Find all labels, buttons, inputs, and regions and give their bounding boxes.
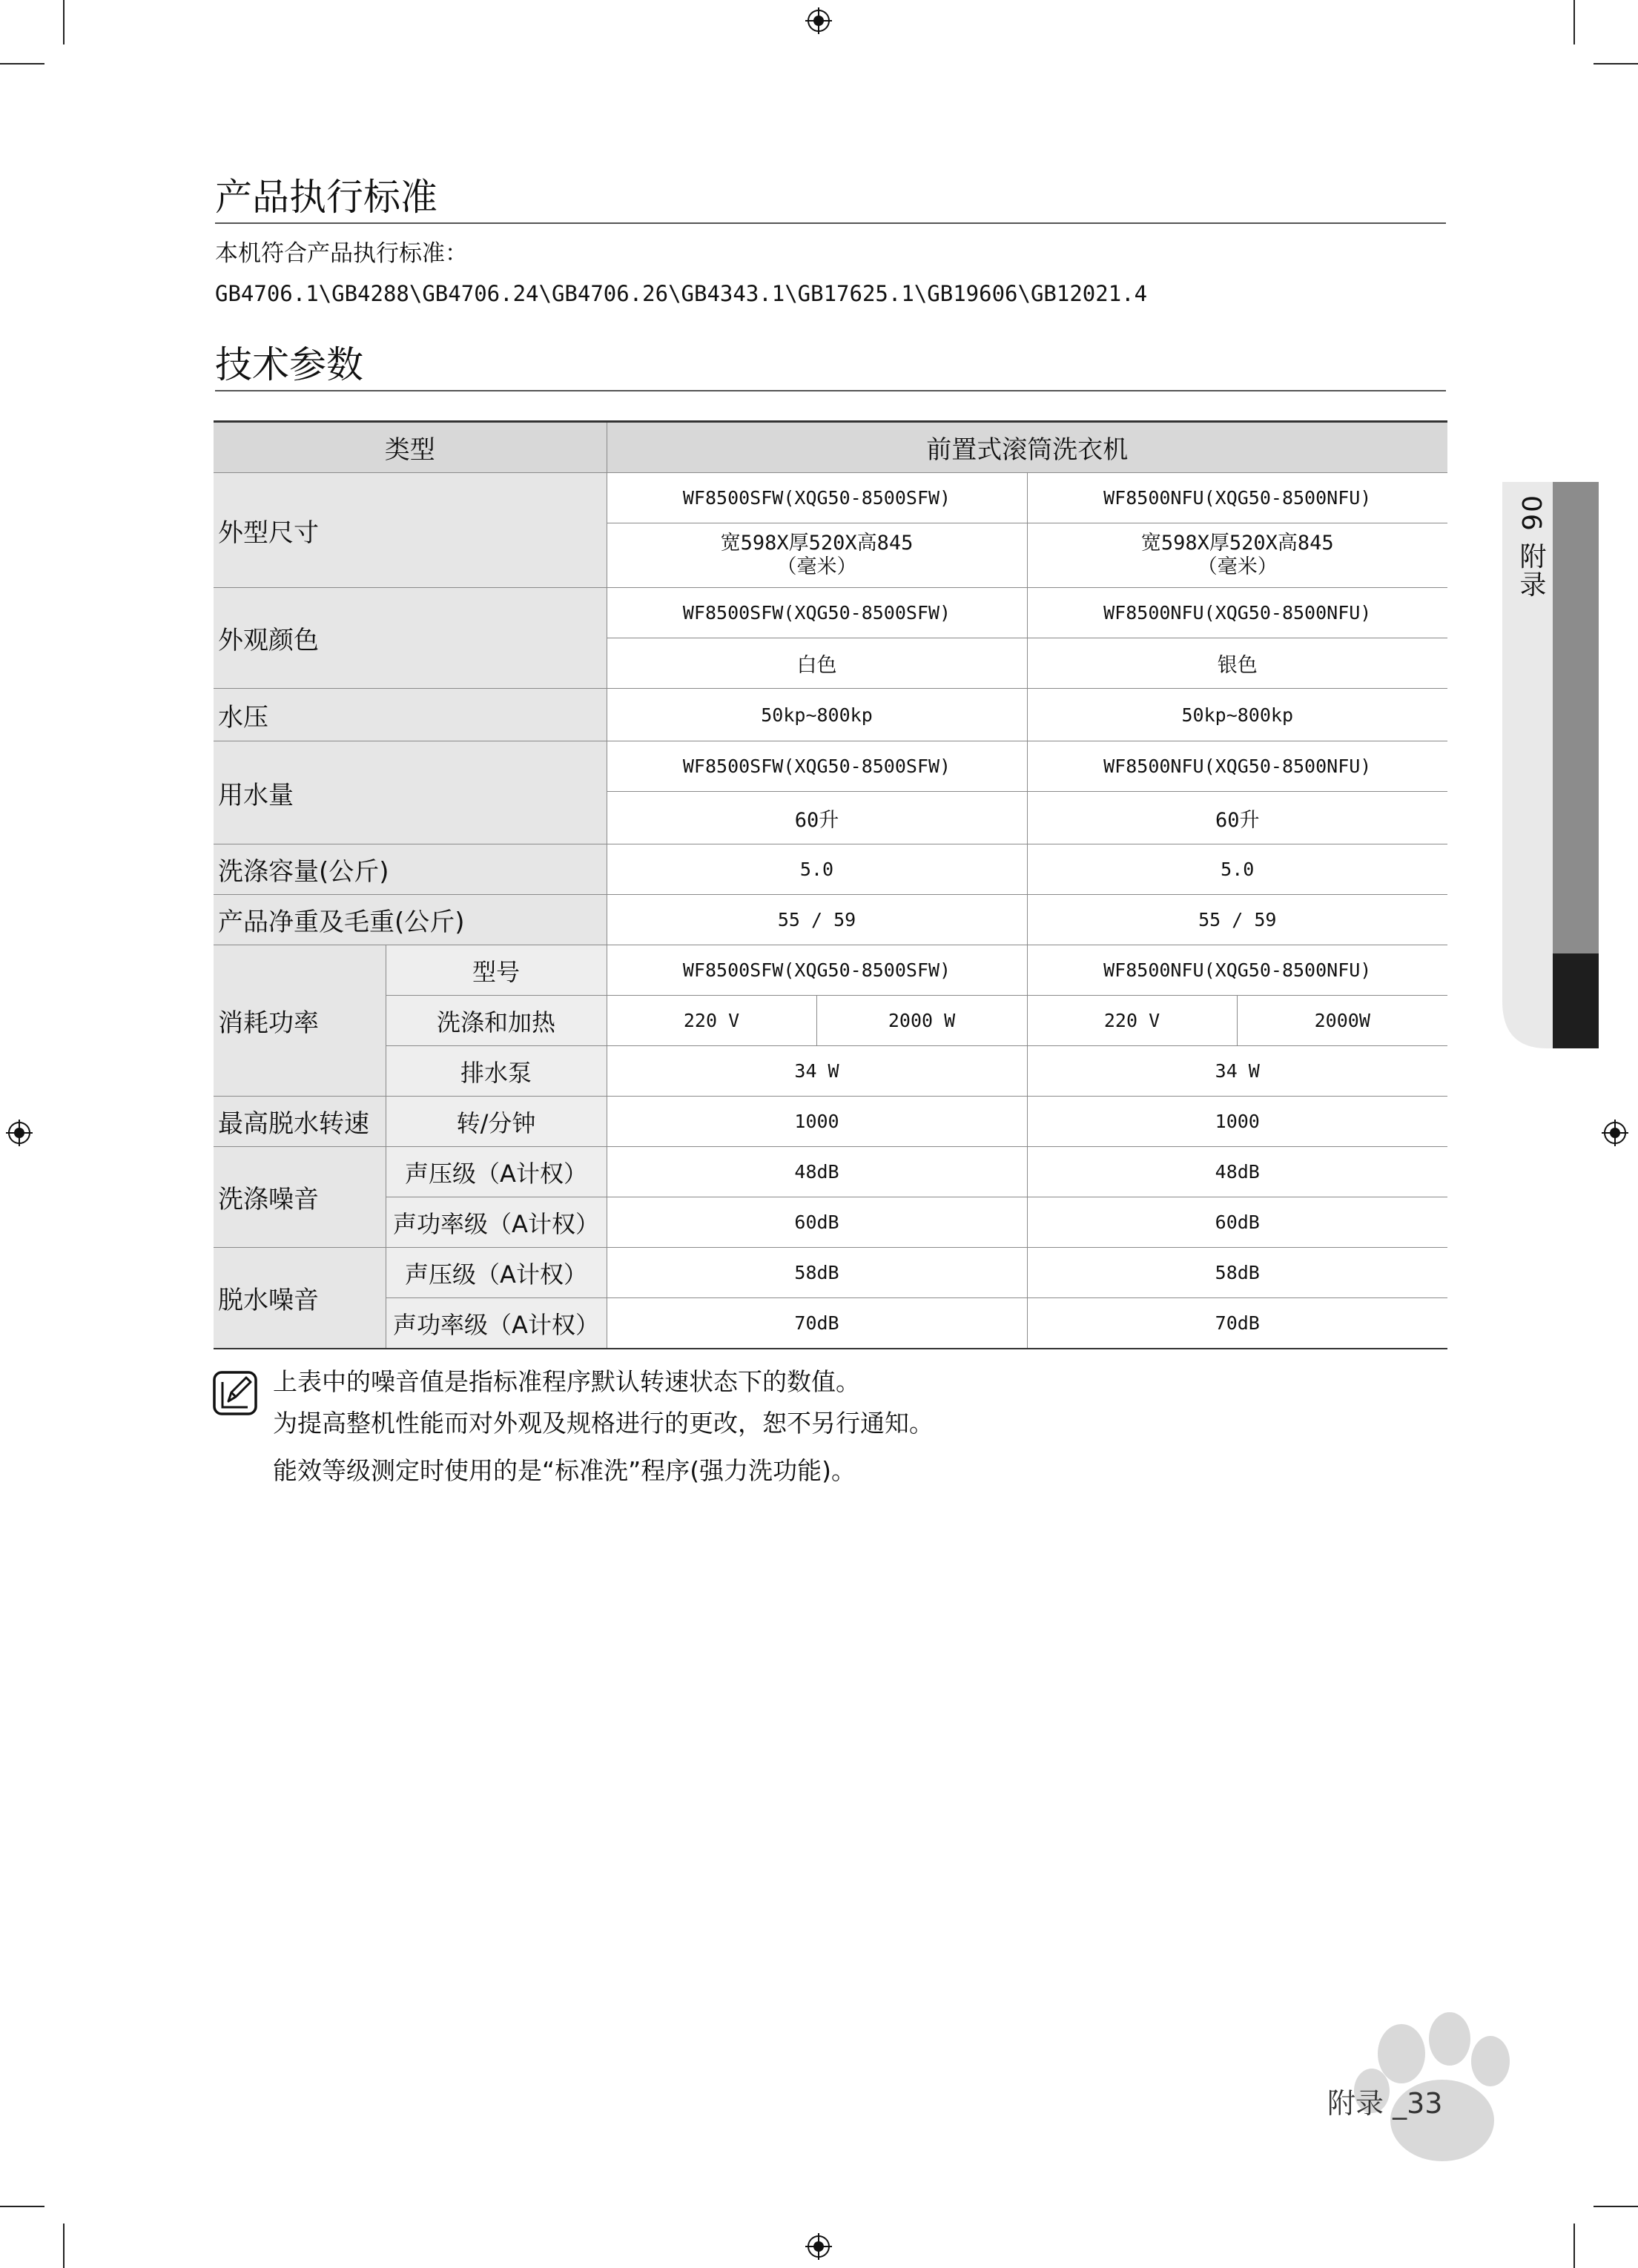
model-b-cell: WF8500NFU(XQG50-8500NFU) [1027,741,1447,792]
note-line: 能效等级测定时使用的是“标准洗”程序(强力洗功能)。 [273,1456,856,1485]
color-b-cell: 银色 [1027,638,1447,689]
spin-a-cell: 1000 [607,1097,1027,1147]
model-a-cell: WF8500SFW(XQG50-8500SFW) [607,741,1027,792]
size-label: 外型尺寸 [214,473,607,588]
crop-mark [1573,0,1575,44]
model-b-cell: WF8500NFU(XQG50-8500NFU) [1027,473,1447,523]
registration-mark-icon [1602,1120,1628,1146]
pressure-label: 水压 [214,689,607,741]
table-row [214,844,1447,895]
size-a-unit: （毫米） [776,555,857,578]
weight-label: 产品净重及毛重(公斤) [214,895,607,945]
size-b-dims: 宽598X厚520X高845 [1140,532,1334,555]
crop-mark [1573,2224,1575,2268]
crop-mark [63,0,65,44]
spin-label: 最高脱水转速 [214,1097,386,1147]
table-row [214,1197,1447,1248]
pressure-b-cell: 50kp~800kp [1027,689,1447,741]
crop-mark [1594,2206,1638,2207]
page-footer: 附录 _33 [1327,2087,1443,2120]
spec-table [214,420,1447,1349]
wash-spl-b-cell: 48dB [1027,1147,1447,1197]
wash-swl-a-cell: 60dB [607,1197,1027,1248]
color-label: 外观颜色 [214,588,607,689]
power-label: 消耗功率 [214,945,386,1097]
wash-swl-label: 声功率级（A计权） [386,1197,607,1248]
power-heat-a-watt: 2000 W [816,996,1027,1046]
power-pump-label: 排水泵 [386,1046,607,1097]
standards-list: GB4706.1\GB4288\GB4706.24\GB4706.26\GB4343.1\GB17625.1\GB19606\GB12021.4 [215,281,1148,306]
crop-mark [63,2224,65,2268]
registration-mark-icon [805,2233,832,2260]
tech-params-title: 技术参数 [215,343,1446,391]
wash-spl-a-cell: 48dB [607,1147,1027,1197]
note-line: 上表中的噪音值是指标准程序默认转速状态下的数值。 [273,1367,860,1396]
power-heat-b-voltage: 220 V [1027,996,1237,1046]
spin-spl-a-cell: 58dB [607,1248,1027,1298]
note-pencil-icon [212,1370,258,1416]
water-b-cell: 60升 [1027,792,1447,844]
power-heat-label: 洗涤和加热 [386,996,607,1046]
table-row [214,895,1447,945]
power-pump-b-cell: 34 W [1027,1046,1447,1097]
table-row [214,689,1447,741]
model-a-cell: WF8500SFW(XQG50-8500SFW) [607,473,1027,523]
size-a-cell [607,523,1027,588]
model-b-cell: WF8500NFU(XQG50-8500NFU) [1027,945,1447,996]
spin-spl-b-cell: 58dB [1027,1248,1447,1298]
wash-noise-label: 洗涤噪音 [214,1147,386,1248]
size-b-cell [1027,523,1447,588]
spin-b-cell: 1000 [1027,1097,1447,1147]
water-a-cell: 60升 [607,792,1027,844]
spin-spl-label: 声压级（A计权） [386,1248,607,1298]
table-row [214,945,1447,996]
wash-swl-b-cell: 60dB [1027,1197,1447,1248]
standards-title: 产品执行标准 [215,175,1446,224]
note-line: 为提高整机性能而对外观及规格进行的更改，恕不另行通知。 [273,1409,934,1438]
wash-spl-label: 声压级（A计权） [386,1147,607,1197]
registration-mark-icon [6,1120,33,1146]
table-row [214,1298,1447,1349]
color-a-cell: 白色 [607,638,1027,689]
power-heat-a-voltage: 220 V [607,996,816,1046]
capacity-b-cell: 5.0 [1027,844,1447,895]
power-model-label: 型号 [386,945,607,996]
table-row [214,1046,1447,1097]
power-heat-b-watt: 2000W [1237,996,1447,1046]
table-row [214,1147,1447,1197]
table-row [214,422,1447,473]
table-row [214,1248,1447,1298]
crop-mark [0,2206,44,2207]
size-b-unit: （毫米） [1197,555,1278,578]
weight-a-cell: 55 / 59 [607,895,1027,945]
capacity-label: 洗涤容量(公斤) [214,844,607,895]
spin-unit-label: 转/分钟 [386,1097,607,1147]
crop-mark [1594,63,1638,65]
crop-mark [0,63,44,65]
capacity-a-cell: 5.0 [607,844,1027,895]
power-pump-a-cell: 34 W [607,1046,1027,1097]
model-b-cell: WF8500NFU(XQG50-8500NFU) [1027,588,1447,638]
pressure-a-cell: 50kp~800kp [607,689,1027,741]
model-a-cell: WF8500SFW(XQG50-8500SFW) [607,588,1027,638]
spin-swl-b-cell: 70dB [1027,1298,1447,1349]
table-row [214,473,1447,523]
chapter-label: 06 附录 [1516,495,1546,599]
registration-mark-icon [805,7,832,34]
table-row [214,1097,1447,1147]
water-label: 用水量 [214,741,607,844]
spin-noise-label: 脱水噪音 [214,1248,386,1349]
weight-b-cell: 55 / 59 [1027,895,1447,945]
table-row [214,996,1447,1046]
model-a-cell: WF8500SFW(XQG50-8500SFW) [607,945,1027,996]
spin-swl-a-cell: 70dB [607,1298,1027,1349]
table-row [214,741,1447,792]
spin-swl-label: 声功率级（A计权） [386,1298,607,1349]
standards-intro: 本机符合产品执行标准： [215,240,468,267]
size-a-dims: 宽598X厚520X高845 [720,532,914,555]
type-value: 前置式滚筒洗衣机 [607,422,1447,473]
type-header: 类型 [214,422,607,473]
table-row [214,588,1447,638]
